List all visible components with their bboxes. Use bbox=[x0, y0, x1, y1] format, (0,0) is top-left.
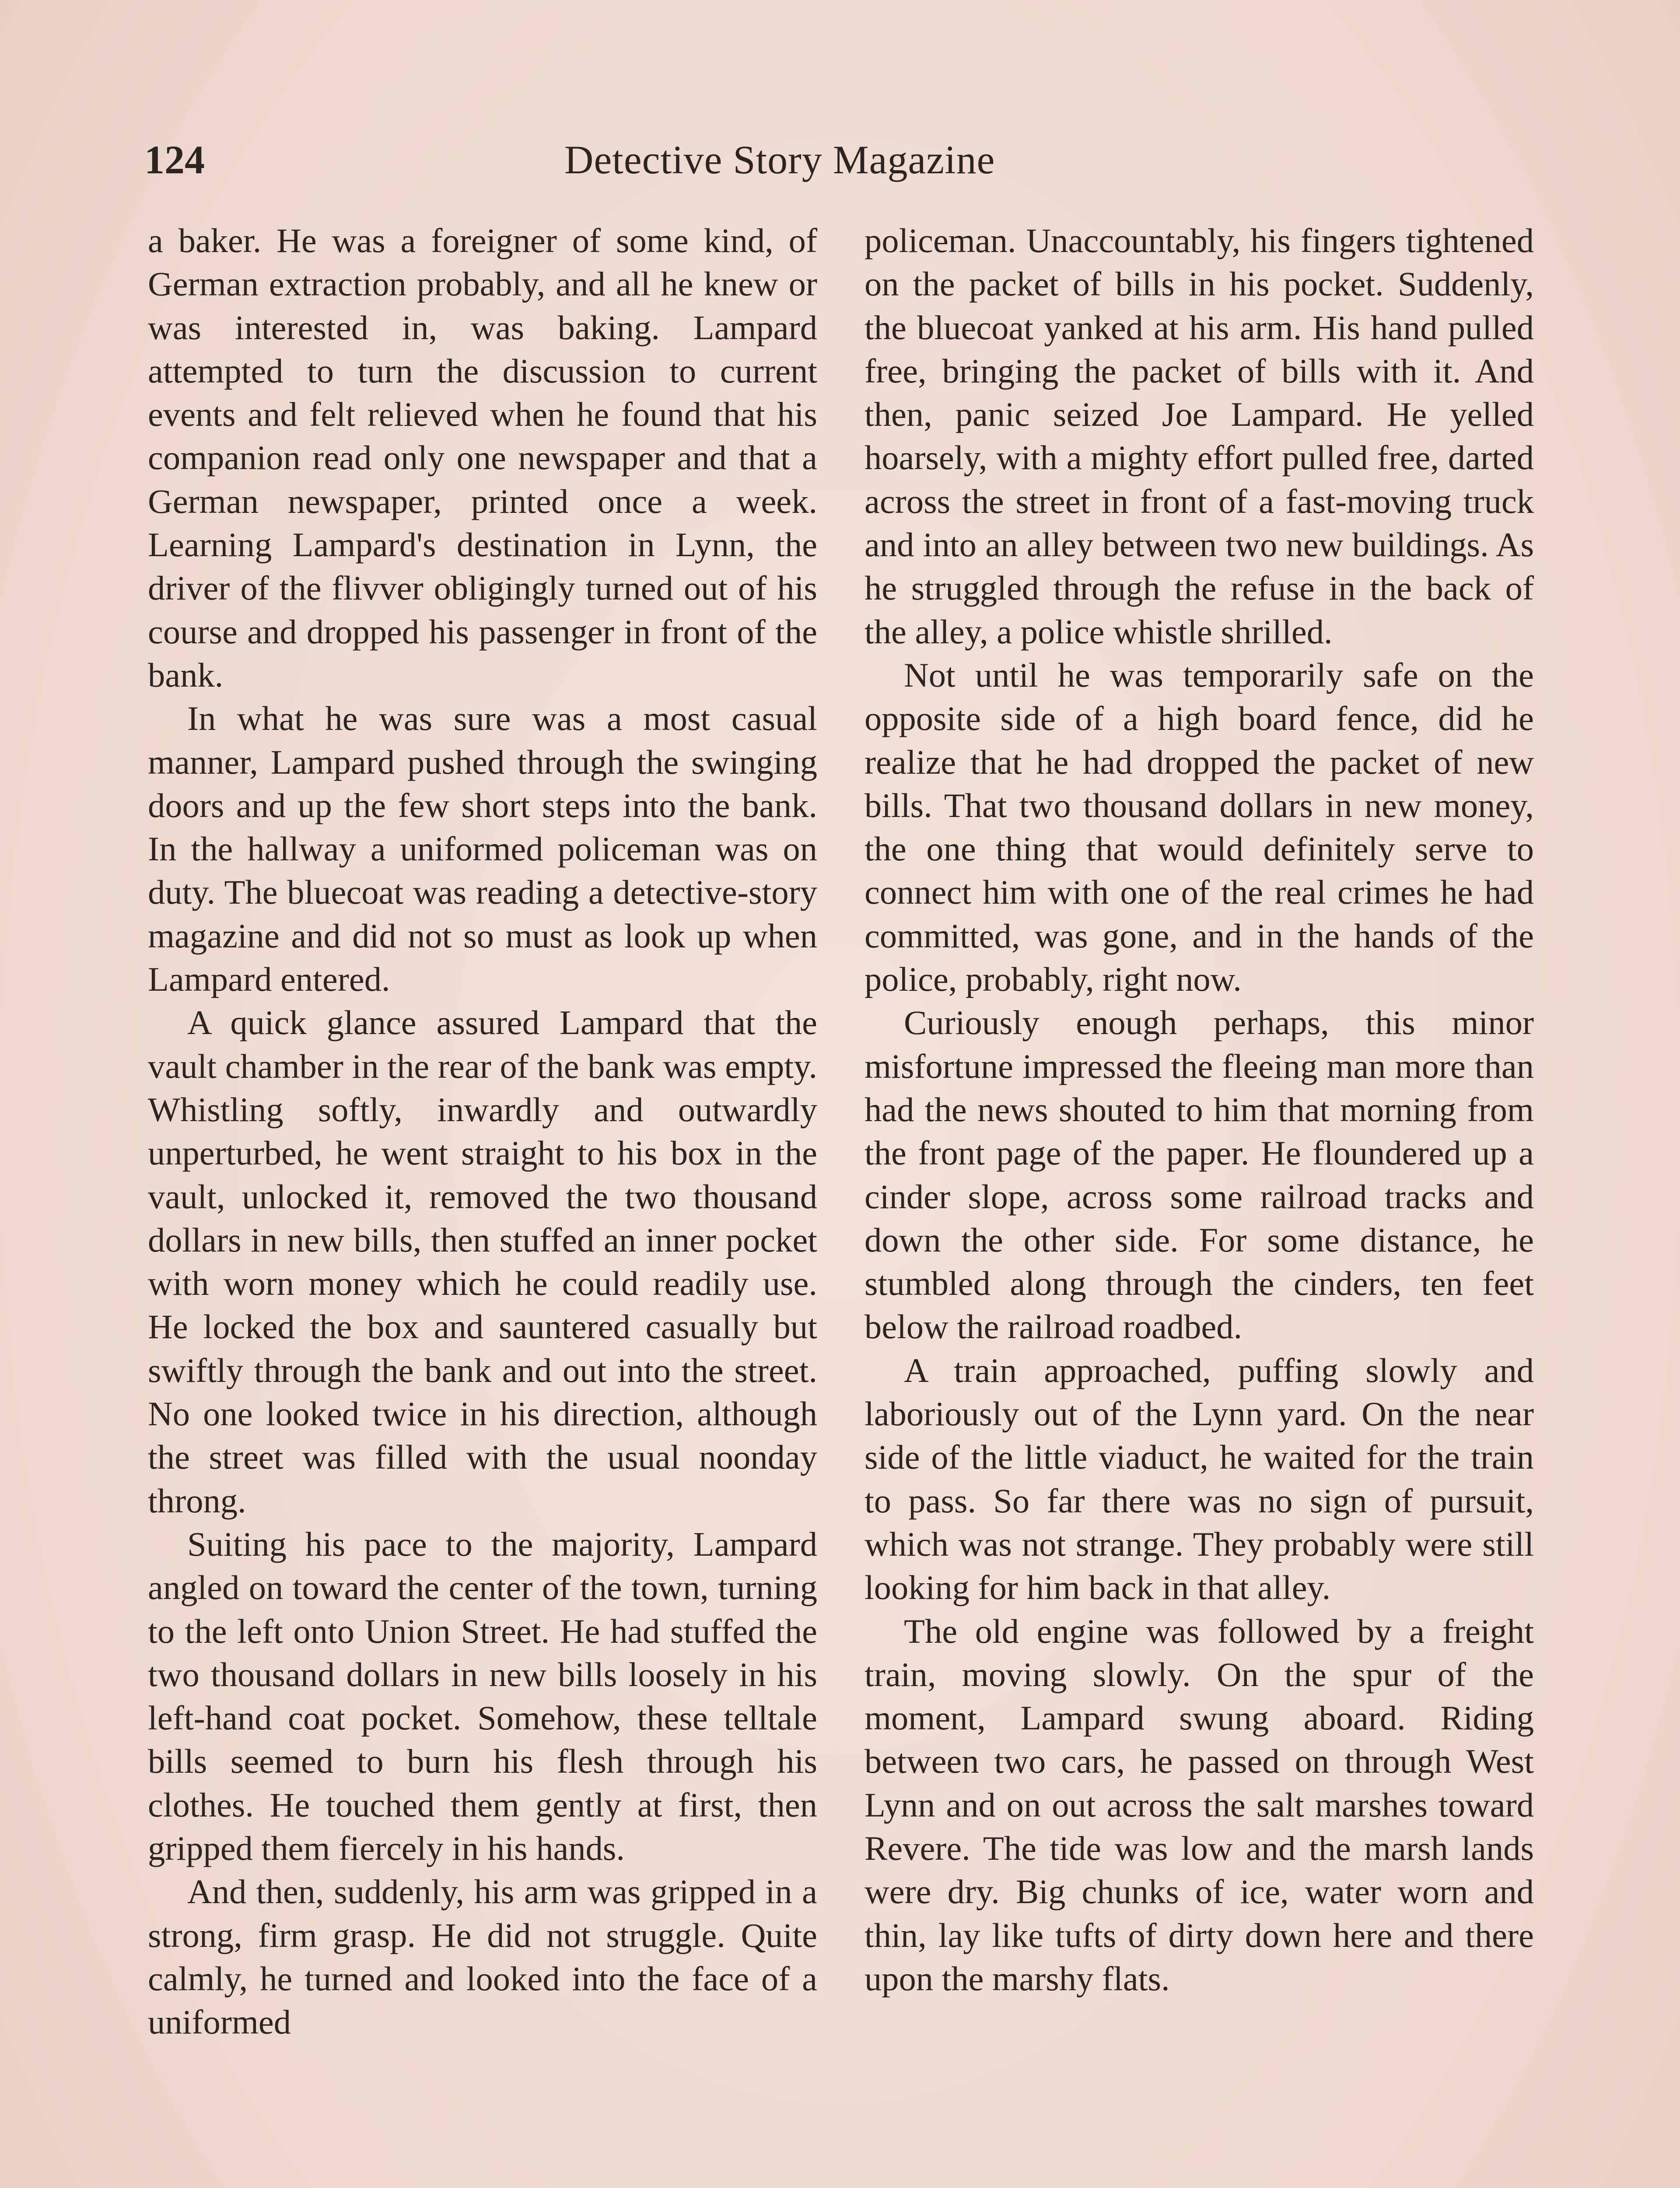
paragraph: A train approached, puffing slowly and laboriously out of the Lynn yard. On the near side of the little viaduct, he waited for the train to pass. So far there was no sign of pursuit, which was not strange. They probably were still looking for him back in that alley. bbox=[864, 1351, 1534, 1607]
paragraph: And then, suddenly, his arm was gripped in a strong, firm grasp. He did not struggle. Quite calmly, he turned and looked into the face of a uniformed bbox=[148, 1872, 817, 2041]
paragraph: A quick glance assured Lampard that the vault chamber in the rear of the bank was empty. Whistling softly, inwardly and outwardly unperturbed, he went straight to his box in the vault, unlocked it, removed the two thousand dollars in new bills, then stuffed an inner pocket with worn money which he could readily use. He locked the box and sauntered casually but swiftly through the bank and out into the street. No one looked twice in his direction, although the street was filled with the usual noonday throng. bbox=[148, 1003, 817, 1520]
paragraph: Curiously enough perhaps, this minor misfortune impressed the fleeing man more than had the news shouted to him that morning from the front page of the paper. He floundered up a cinder slope, across some railroad tracks and down the other side. For some distance, he stumbled along through the cinders, ten feet below the railroad roadbed. bbox=[864, 1003, 1534, 1346]
paragraph: Not until he was temporarily safe on the opposite side of a high board fence, did he realize that he had dropped the packet of new bills. That two thousand dollars in new money, the one thing that would definitely serve to connect him with one of the real crimes he had committed, was gone, and in the hands of the police, probably, right now. bbox=[864, 656, 1534, 999]
paragraph: The old engine was followed by a freight train, moving slowly. On the spur of the moment, Lampard swung aboard. Riding between two cars, he passed on through West Lynn and on out across the salt marshes toward Revere. The tide was low and the marsh lands were dry. Big chunks of ice, water worn and thin, lay like tufts of dirty down here and there upon the marshy flats. bbox=[864, 1612, 1534, 1998]
left-column bbox=[148, 219, 817, 2044]
right-column bbox=[864, 219, 1534, 2000]
paragraph: In what he was sure was a most casual manner, Lampard pushed through the swinging doors and up the few short steps into the bank. In the hallway a uniformed policeman was on duty. The bluecoat was reading a detective-story magazine and did not so must as look up when Lampard entered. bbox=[148, 699, 817, 999]
paragraph: policeman. Unaccountably, his fingers tightened on the packet of bills in his pocket. Suddenly, the bluecoat yanked at his arm. His hand pulled free, bringing the packet of bills with it. And then, panic seized Joe Lampard. He yelled hoarsely, with a mighty effort pulled free, darted across the street in front of a fast-moving truck and into an alley between two new buildings. As he struggled through the refuse in the back of the alley, a police whistle shrilled. bbox=[864, 221, 1534, 651]
page-header bbox=[144, 127, 1540, 193]
paragraph: a baker. He was a foreigner of some kind, of German extraction probably, and all he knew or was interested in, was baking. Lampard attempted to turn the discussion to current events and felt relieved when he found that his companion read only one newspaper and that a German newspaper, printed once a week. Learning Lampard's destination in Lynn, the driver of the flivver obligingly turned out of his course and dropped his passenger in front of the bank. bbox=[148, 221, 817, 694]
magazine-title: Detective Story Magazine bbox=[564, 137, 995, 182]
paragraph: Suiting his pace to the majority, Lampard angled on toward the center of the town, turning to the left onto Union Street. He had stuffed the two thousand dollars in new bills loosely in his left-hand coat pocket. Somehow, these telltale bills seemed to burn his flesh through his clothes. He touched them gently at first, then gripped them fiercely in his hands. bbox=[148, 1525, 817, 1867]
page-number: 124 bbox=[144, 137, 205, 182]
